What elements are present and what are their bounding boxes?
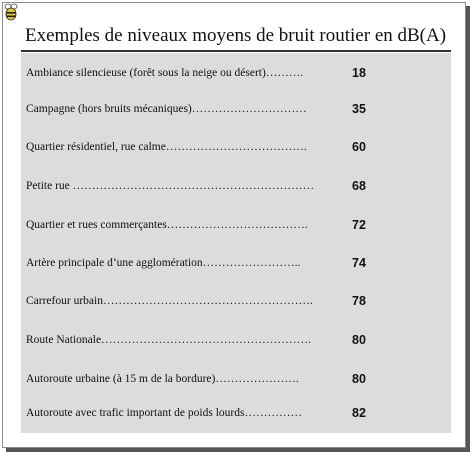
table-row — [26, 141, 446, 161]
table-row — [26, 257, 446, 277]
row-label: Quartier et rues commerçantes………………………………. — [26, 219, 308, 231]
row-value: 82 — [352, 406, 366, 420]
table-row — [26, 295, 446, 315]
row-value: 80 — [352, 372, 366, 386]
table-row — [26, 373, 446, 393]
row-label: Campagne (hors bruits mécaniques)………………………… — [26, 103, 307, 115]
row-label: Artère principale d’une agglomération…………………….. — [26, 257, 301, 269]
row-label: Carrefour urbain………………………………………………. — [26, 295, 313, 307]
row-value: 78 — [352, 294, 366, 308]
row-label: Autoroute avec trafic important de poids lourds…………… — [26, 407, 302, 419]
row-value: 35 — [352, 102, 366, 116]
document-page — [2, 2, 466, 448]
row-value: 72 — [352, 218, 366, 232]
row-value: 68 — [352, 179, 366, 193]
row-value: 60 — [352, 140, 366, 154]
row-value: 80 — [352, 333, 366, 347]
row-label: Autoroute urbaine (à 15 m de la bordure)…………………. — [26, 373, 299, 385]
table-row — [26, 334, 446, 354]
row-value: 18 — [352, 66, 366, 80]
row-value: 74 — [352, 256, 366, 270]
page-title: Exemples de niveaux moyens de bruit routier en dB(A) — [25, 25, 447, 46]
table-row — [26, 407, 446, 427]
table-row — [26, 219, 446, 239]
row-label: Ambiance silencieuse (forêt sous la neige ou désert)………. — [26, 67, 304, 79]
table-row — [26, 67, 446, 87]
row-label: Route Nationale………………………………………………. — [26, 334, 311, 346]
row-label: Petite rue ……………………………………………………… — [26, 180, 315, 192]
title-divider — [21, 50, 451, 52]
table-row — [26, 103, 446, 123]
row-label: Quartier résidentiel, rue calme………………………………. — [26, 141, 307, 153]
table-row — [26, 180, 446, 200]
bee-icon — [3, 3, 19, 21]
